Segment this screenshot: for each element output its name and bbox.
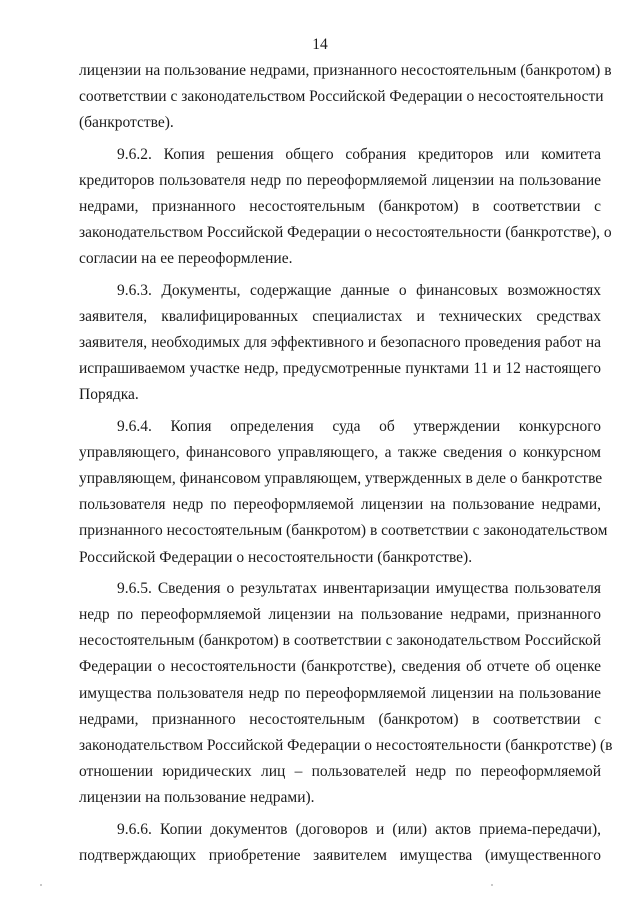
scan-speck — [40, 884, 42, 886]
document-body — [79, 58, 613, 874]
text-line: заявителя, квалифицированных специалистах и технических средствах — [79, 307, 601, 325]
text-line: управляющем, финансовом управляющем, утвержденных в деле о банкротстве — [79, 470, 603, 488]
text-line: 9.6.5. Сведения о результатах инвентаризации имущества пользователя — [117, 579, 601, 597]
text-line: соответствии с законодательством Российской Федерации о несостоятельности — [79, 88, 604, 106]
paragraph-9-6-5 — [79, 576, 613, 812]
text-line: испрашиваемом участке недр, предусмотренные пунктами 11 и 12 настоящего — [79, 360, 601, 378]
paragraph-9-6-4 — [79, 414, 608, 571]
text-line: недрами, признанного несостоятельным (банкротом) в соответствии с — [79, 710, 601, 728]
text-line: 9.6.4. Копия определения суда об утверждении конкурсного — [117, 417, 601, 435]
paragraph-continuation — [79, 58, 612, 137]
text-line: Федерации о несостоятельности (банкротстве), сведения об отчете об оценке — [79, 658, 601, 676]
text-line: законодательством Российской Федерации о несостоятельности (банкротстве), о — [79, 224, 612, 242]
text-line: законодательством Российской Федерации о несостоятельности (банкротстве) (в — [79, 737, 613, 755]
text-line: лицензии на пользование недрами, признанного несостоятельным (банкротом) в — [79, 62, 612, 79]
page-number: 14 — [312, 36, 328, 53]
text-line: Российской Федерации о несостоятельности (банкротстве). — [79, 548, 473, 566]
text-line: (банкротстве). — [79, 114, 174, 132]
text-line: кредиторов пользователя недр по переоформляемой лицензии на пользование — [79, 171, 601, 189]
text-line: 9.6.6. Копии документов (договоров и (или) актов приема-передачи), — [117, 820, 601, 838]
text-line: пользователя недр по переоформляемой лицензии на пользование недрами, — [79, 496, 601, 514]
scan-speck — [491, 884, 493, 886]
text-line: недрами, признанного несостоятельным (банкротом) в соответствии с — [79, 198, 601, 216]
text-line: отношении юридических лиц – пользователей недр по переоформляемой — [79, 763, 601, 781]
text-line: управляющего, финансового управляющего, а также сведения о конкурсном — [79, 443, 601, 461]
paragraph-9-6-3 — [79, 278, 601, 409]
text-line: несостоятельным (банкротом) в соответствии с законодательством Российской — [79, 632, 601, 650]
text-line: признанного несостоятельным (банкротом) в соответствии с законодательством — [79, 522, 608, 540]
text-line: недр по переоформляемой лицензии на пользование недрами, признанного — [79, 606, 601, 624]
paragraph-9-6-6 — [79, 817, 601, 869]
text-line: 9.6.3. Документы, содержащие данные о финансовых возможностях — [117, 281, 601, 299]
text-line: согласии на ее переоформление. — [79, 250, 293, 268]
text-line: заявителя, необходимых для эффективного и безопасного проведения работ на — [79, 334, 601, 352]
text-line: имущества пользователя недр по переоформляемой лицензии на пользование — [79, 684, 601, 702]
paragraph-9-6-2 — [79, 142, 612, 273]
text-line: подтверждающих приобретение заявителем имущества (имущественного — [79, 846, 601, 864]
text-line: Порядка. — [79, 386, 139, 404]
text-line: лицензии на пользование недрами). — [79, 789, 315, 807]
text-line: 9.6.2. Копия решения общего собрания кредиторов или комитета — [117, 145, 601, 163]
